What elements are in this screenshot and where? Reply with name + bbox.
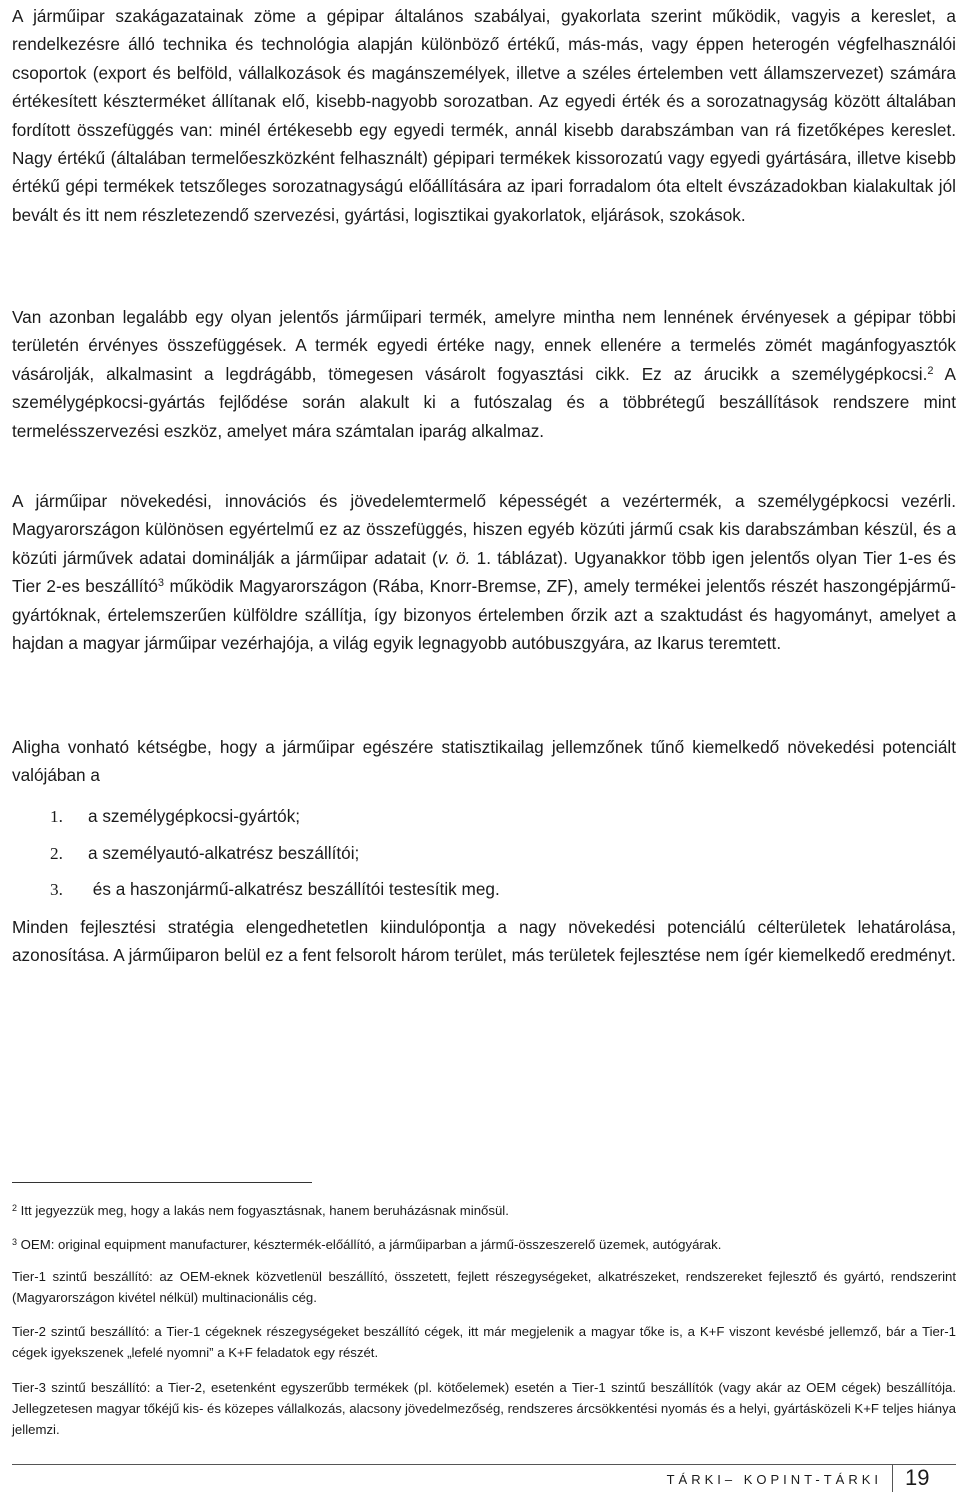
list-item-text: és a haszonjármű-alkatrész beszállítói testesítik meg. — [88, 879, 500, 899]
paragraph-3-text-a: A járműipar növekedési, innovációs és jövedelemtermelő képességét a vezértermék, a személygépkocsi vezérli. Magyarországon különösen egyértelmű ez az összefüggés, hiszen egyéb közúti jármű csak kis darabszámban készül, és a közúti járművek adatai dominálják a járműipar adatait ( — [12, 491, 956, 568]
paragraph-3-text-c: működik Magyarországon (Rába, Knorr-Bremse, ZF), amely termékei jelentős részét haszongépjármű-gyártóknak, értelemszerűen külföldre szállítja, így bizonyos értelemben őrzik azt a szaktudást és hagyományt, amelyet a hajdan a magyar járműipar vezérhajója, a világ egyik legnagyobb autóbuszgyára, az Ikarus teremtett. — [12, 576, 956, 654]
list-item-text: a személyautó-alkatrész beszállítói; — [88, 843, 360, 863]
footer-divider — [12, 1464, 956, 1465]
footnote-tier-2: Tier-2 szintű beszállító: a Tier-1 cégeknek részegységeket beszállító cégek, itt már megjelenik a magyar tőke is, a K+F viszont kevésbé jellemző, bár a Tier-1 cégek igyekszenek „lefelé nyomni” a K+F feladatok egy részét. — [12, 1324, 956, 1360]
paragraph-3-text-b: 1. táblázat). Ugyanakkor több igen jelentős olyan Tier 1-es és Tier 2-es beszállító — [12, 547, 957, 597]
paragraph-4: Aligha vonható kétségbe, hogy a járműipar egészére statisztikailag jellemzőnek tűnő kiemelkedő növekedési potenciált valójában a — [12, 737, 956, 786]
list-item-number: 3. — [50, 880, 63, 899]
paragraph-2 — [12, 303, 956, 445]
footnote-2-text: Itt jegyezzük meg, hogy a lakás nem fogyasztásnak, hanem beruházásnak minősül. — [17, 1203, 509, 1218]
footer-brand: TÁRKI– KOPINT-TÁRKI — [666, 1472, 882, 1487]
footnote-divider — [12, 1182, 312, 1183]
list-item — [12, 877, 500, 902]
list-item-number: 2. — [50, 844, 63, 863]
footnote-ref-3: 3 — [157, 577, 165, 590]
paragraph-5: Minden fejlesztési stratégia elengedhetetlen kiindulópontja a nagy növekedési potenciálú célterületek lehatárolása, azonosítása. A járműiparon belül ez a fent felsorolt három terület, más területek fejlesztése nem ígér kiemelkedő eredményt. — [12, 917, 956, 966]
list-item — [12, 841, 359, 866]
page-number: 19 — [905, 1465, 930, 1490]
footnote-tier-3: Tier-3 szintű beszállító: a Tier-2, esetenként egyszerűbb termékek (pl. kötőelemek) esetén a Tier-1 szintű beszállítók (vagy akár az OEM cégek) beszállítója. Jellegzetesen magyar tőkéjű kis- és közepes vállalkozás, alacsony jövedelmezőség, rendszeres árcsökkentési nyomás és a helyi, gyártásközeli K+F teljes hiánya jellemzi. — [12, 1380, 956, 1437]
footnote-3 — [12, 1234, 956, 1255]
paragraph-1: A járműipar szakágazatainak zöme a gépipar általános szabályai, gyakorlata szerint működik, vagyis a kereslet, a rendelkezésre álló technika és technológia alapján különböző értékű, más-más, vagy éppen heterogén végfelhasználói csoportok (export és belföld, vállalkozások és magánszemélyek, illetve a széles értelemben vett államszervezet) számára értékesített készterméket állítanak elő, kisebb-nagyobb sorozatban. Az egyedi érték és a sorozatnagyság között általában fordított összefüggés van: minél értékesebb egy egyedi termék, annál kisebb darabszámban van rá fizetőképes kereslet. Nagy értékű (általában termelőeszközként felhasznált) gépipari termékek kissorozatú vagy egyedi gyártására, illetve kisebb értékű gépi termékek tetszőleges sorozatnagyságú előállítására az ipari forradalom óta eltelt évszázadokban kialakultak jól bevált és itt nem részletezendő szervezési, gyártási, logisztikai gyakorlatok, eljárások, szokások. — [12, 6, 956, 225]
footnote-3-number: 3 — [12, 1237, 18, 1247]
paragraph-2-text-a: Van azonban legalább egy olyan jelentős járműipari termék, amelyre mintha nem lennének érvényesek a gépipar többi területén érvényes összefüggések. A termék egyedi értéke nagy, ennek ellenére a termelés zömét magánfogyasztók vásárolják, alkalmasint a legdrágább, tömegesen vásárolt fogyasztási cikk. Ez az árucikk a személygépkocsi. — [12, 307, 956, 384]
footer-separator — [892, 1464, 893, 1492]
footnote-3-text: OEM: original equipment manufacturer, késztermék-előállító, a járműiparban a jármű-összeszerelő üzemek, autógyárak. — [17, 1237, 722, 1252]
footnote-2-number: 2 — [12, 1203, 18, 1213]
paragraph-2-text-b: A személygépkocsi-gyártás fejlődése során alakult ki a futószalag és a többrétegű beszállítások rendszere mint termelésszervezési eszköz, amelyet mára számtalan iparág alkalmaz. — [12, 363, 956, 441]
footnote-ref-2: 2 — [927, 364, 934, 377]
footnote-tier-1: Tier-1 szintű beszállító: az OEM-eknek közvetlenül beszállító, összetett, fejlett részegységeket, alkatrészeket, rendszereket fejlesztő és gyártó, rendszerint (Magyarországon kivétel nélkül) multinacionális cég. — [12, 1269, 956, 1305]
list-item-text: a személygépkocsi-gyártók; — [88, 806, 301, 826]
footnote-2 — [12, 1200, 956, 1221]
list-item-number: 1. — [50, 807, 63, 826]
paragraph-3 — [12, 487, 956, 657]
list-item — [12, 804, 300, 829]
paragraph-3-ref: v. ö. — [437, 547, 471, 568]
